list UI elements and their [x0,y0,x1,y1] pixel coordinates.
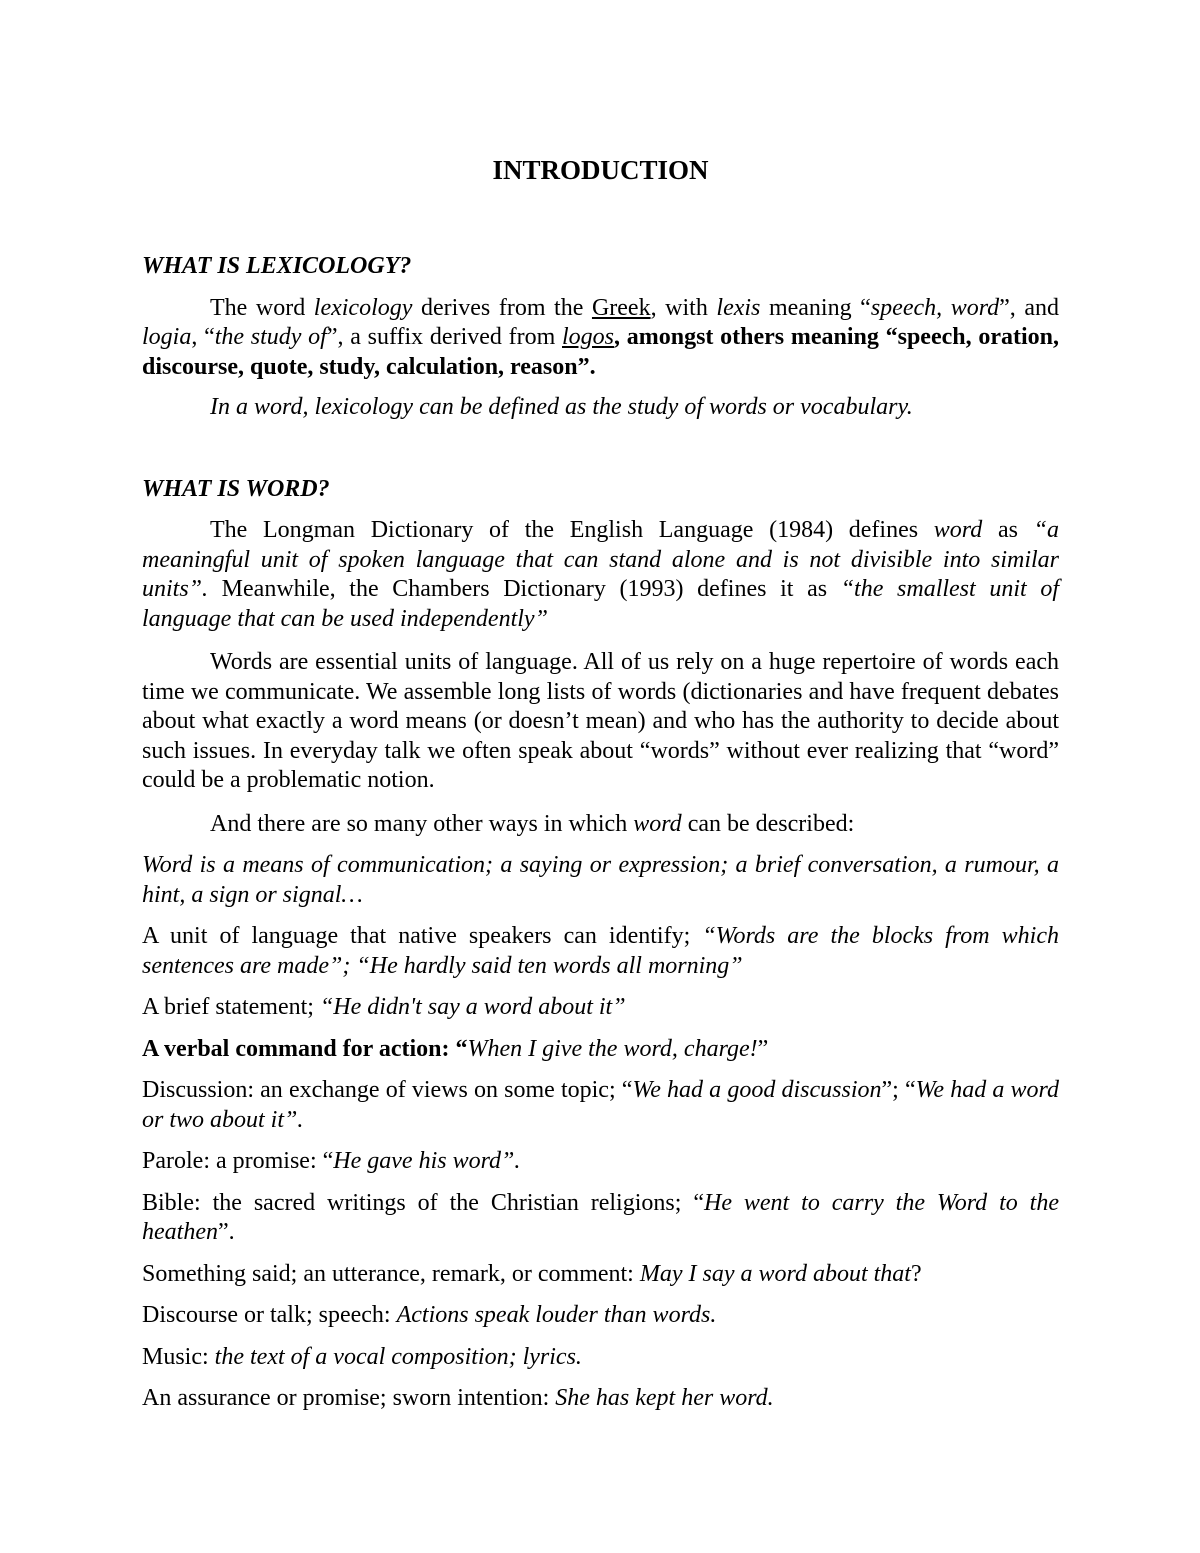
term-lexicology: lexicology [313,294,413,321]
dictionary-definitions-paragraph [142,516,1059,634]
term-speech-word: speech, word [870,294,1000,321]
definition-item [142,1189,1059,1248]
longman-quote: “a meaningful unit of spoken language that can stand alone and is not divisible into similar units”. [142,517,1059,602]
text-run: Something said; an utterance, remark, or comment: [142,1260,640,1287]
text-run: A unit of language that native speakers can identify; [142,923,703,949]
text-run: An assurance or promise; sworn intention: [142,1385,556,1411]
text-run: ”; “ [881,1077,916,1103]
text-run: ”, a suffix derived from [326,324,562,350]
text-run: Bible: the sacred writings of the Christian religions; “ [142,1189,704,1216]
example-quote: He gave his word”. [333,1148,521,1174]
example-quote: We had a good discussion [632,1077,882,1103]
definition-item: Word is a means of communication; a saying or expression; a brief conversation, a rumour, a hint, a sign or signal… [142,852,1059,908]
term-word: word [633,810,682,837]
link-greek[interactable]: Greek [591,294,651,321]
example-quote: the text of a vocal composition; lyrics. [214,1343,582,1370]
logos-meanings: , amongst others meaning “speech, oration, discourse, quote, study, calculation, reason”. [142,324,1059,380]
page-title: INTRODUCTION [492,155,709,185]
text-run: A verbal command for action: “ [142,1035,468,1062]
text-run: A brief statement; [142,994,320,1020]
text-run: derives from the [412,294,592,321]
term-lexis: lexis [716,294,761,321]
text-run: as [982,517,1034,543]
example-quote: When I give the word, charge! [467,1035,758,1062]
text-run: , “ [191,324,215,350]
text-run: ? [910,1260,922,1287]
example-quote: “He didn't say a word about it” [319,994,626,1020]
document-page [142,150,1059,1414]
text-run: The Longman Dictionary of the English Language (1984) defines [210,517,934,543]
text-run: The word [210,294,314,321]
text-run: , with [650,294,717,321]
definition-item [142,1076,1059,1135]
example-quote: He went to carry the Word to the heathen [142,1189,1059,1245]
text-run: And there are so many other ways in which [210,810,634,837]
section-heading-word: WHAT IS WORD? [142,475,330,502]
definition-item [142,1260,1059,1290]
lexicology-definition: In a word, lexicology can be defined as the study of words or vocabulary. [210,394,913,420]
definition-item [142,1384,1059,1414]
example-quote: “Words are the blocks from which sentences are made”; “He hardly said ten words all morning” [142,923,1060,979]
term-logia: logia [142,324,192,350]
lexicology-etymology-paragraph [142,294,1059,383]
text-run: Discourse or talk; speech: [142,1302,397,1328]
text-run: ”. [217,1219,235,1245]
text-run: ”, and [999,294,1060,321]
definition-item [142,1035,1059,1065]
definition-item [142,1301,1059,1331]
definition-item [142,922,1059,981]
text-run: Parole: a promise: “ [142,1148,334,1174]
section-heading-lexicology: WHAT IS LEXICOLOGY? [142,253,412,279]
text-run: meaning “ [760,294,871,321]
words-essential-paragraph: Words are essential units of language. All of us rely on a huge repertoire of words each time we communicate. We assemble long lists of words (dictionaries and have frequent debates about what exactly a word means (or doesn’t mean) and who has the authority to decide about such issues. In everyday talk we often speak about “words” without ever realizing that “word” could be a problematic notion. [142,649,1059,793]
chambers-quote: “the smallest unit of language that can be used independently” [142,576,1059,632]
definition-item [142,1343,1059,1373]
other-ways-intro [142,810,1059,840]
text-run: Discussion: an exchange of views on some topic; “ [142,1077,633,1103]
definition-item [142,993,1059,1023]
example-quote: May I say a word about that [639,1260,911,1287]
text-run: Music: [142,1343,215,1370]
term-word: word [933,517,983,543]
example-quote: We had a word or two about it”. [142,1077,1059,1133]
link-logos[interactable]: logos [562,324,615,350]
text-run: can be described: [681,810,855,837]
text-run: Meanwhile, the Chambers Dictionary (1993) defines it as [208,576,841,602]
term-study-of: the study of [214,324,327,350]
example-quote: Actions speak louder than words. [396,1302,717,1328]
example-quote: She has kept her word. [555,1385,774,1411]
text-run: ” [757,1035,769,1062]
definition-item [142,1147,1059,1177]
